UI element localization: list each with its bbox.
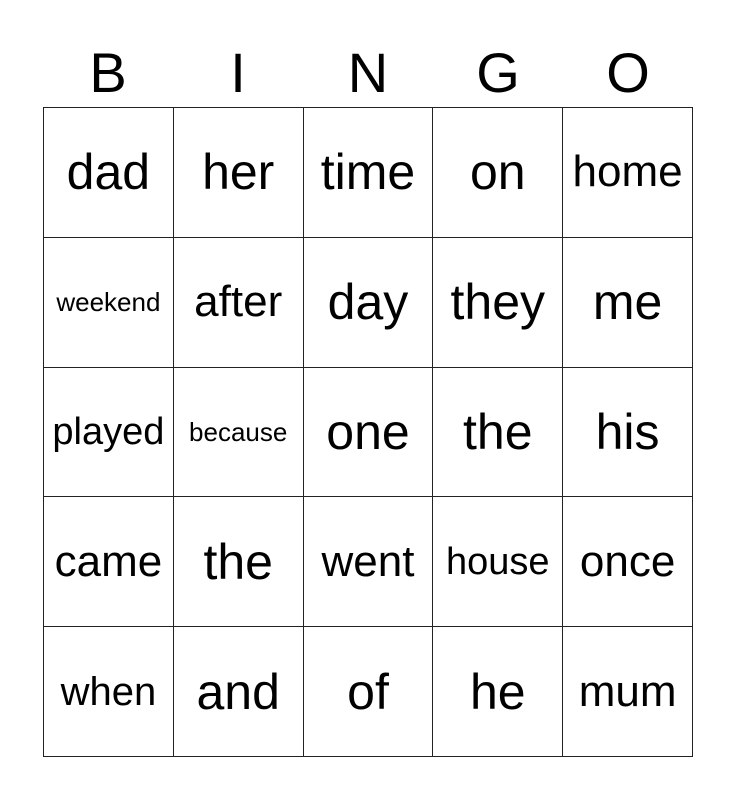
bingo-cell[interactable]: dad <box>44 108 174 238</box>
bingo-cell[interactable]: mum <box>563 627 693 757</box>
bingo-cell[interactable]: his <box>563 368 693 498</box>
bingo-cell[interactable]: he <box>433 627 563 757</box>
bingo-cell[interactable]: of <box>304 627 434 757</box>
bingo-cell[interactable]: one <box>304 368 434 498</box>
header-letter-i: I <box>230 41 246 104</box>
bingo-cell[interactable]: came <box>44 497 174 627</box>
bingo-cell[interactable]: when <box>44 627 174 757</box>
bingo-header <box>43 40 693 106</box>
bingo-cell[interactable]: the <box>174 497 304 627</box>
bingo-cell[interactable]: after <box>174 238 304 368</box>
bingo-cell[interactable]: went <box>304 497 434 627</box>
bingo-cell[interactable]: home <box>563 108 693 238</box>
bingo-cell[interactable]: day <box>304 238 434 368</box>
bingo-cell[interactable]: on <box>433 108 563 238</box>
header-letter-n: N <box>347 41 389 104</box>
bingo-cell[interactable]: because <box>174 368 304 498</box>
bingo-cell[interactable]: and <box>174 627 304 757</box>
bingo-cell[interactable]: time <box>304 108 434 238</box>
bingo-cell[interactable]: played <box>44 368 174 498</box>
bingo-cell[interactable]: house <box>433 497 563 627</box>
bingo-board <box>43 107 693 757</box>
bingo-cell[interactable]: they <box>433 238 563 368</box>
bingo-cell[interactable]: the <box>433 368 563 498</box>
bingo-cell[interactable]: me <box>563 238 693 368</box>
bingo-cell[interactable]: once <box>563 497 693 627</box>
bingo-cell[interactable]: weekend <box>44 238 174 368</box>
header-letter-o: O <box>606 41 650 104</box>
bingo-cell[interactable]: her <box>174 108 304 238</box>
header-letter-b: B <box>89 41 127 104</box>
header-letter-g: G <box>476 41 520 104</box>
